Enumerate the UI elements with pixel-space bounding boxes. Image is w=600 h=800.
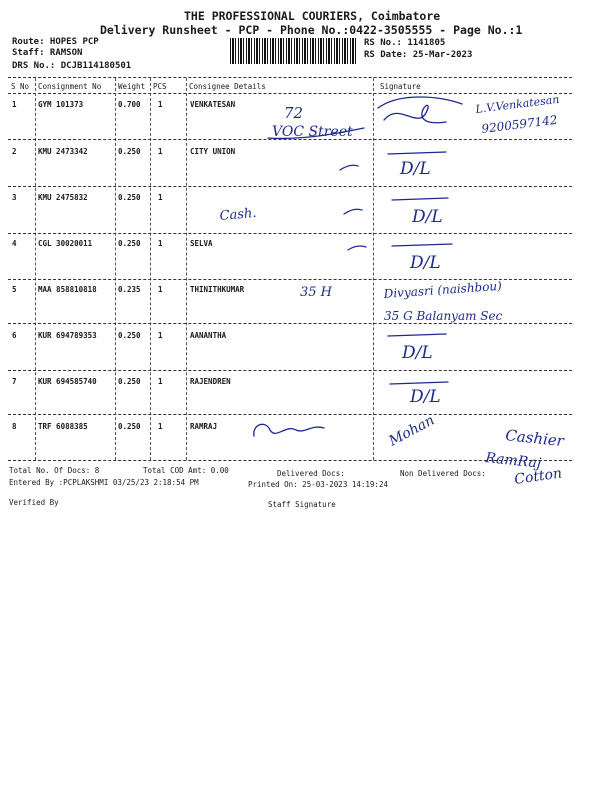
delivered-docs: Delivered Docs: [277,469,345,478]
row-5-consignment: MAA 858810818 [38,285,97,294]
r3-dl: D/L [412,207,443,227]
rs-number: RS No.: 1141805 [364,38,446,48]
col-divider [35,78,36,460]
row-6-weight: 0.250 [118,331,141,340]
r1-sign-phone: 9200597142 [480,112,559,136]
col-divider [373,78,374,460]
row-3-weight: 0.250 [118,193,141,202]
r1-note-number: 72 [284,104,304,122]
row-8-pcs: 1 [158,422,163,431]
r6-dl: D/L [402,343,433,363]
row-8-weight: 0.250 [118,422,141,431]
row-divider [8,414,572,415]
r5-sign-a: Divyasri (naishbou) [383,278,503,301]
row-1-sno: 1 [12,100,17,109]
row-6-consignment: KUR 694789353 [38,331,97,340]
r1-underline [268,128,364,138]
row-6-consignee: AANANTHA [190,331,227,340]
r1-note-street: VOC Street [272,124,353,140]
runsheet-subtitle: Delivery Runsheet - PCP - Phone No.:0422-3505555 - Page No.:1 [100,23,523,37]
r4-overline [392,244,452,246]
row-4-weight: 0.250 [118,239,141,248]
row-4-sno: 4 [12,239,17,248]
row-7-consignment: KUR 694585740 [38,377,97,386]
row-5-pcs: 1 [158,285,163,294]
col-sno: S No [11,82,30,91]
r4-dl: D/L [410,253,441,273]
r1-sign-name: L.V.Venkatesan [474,92,561,116]
row-8-consignee: RAMRAJ [190,422,218,431]
row-7-weight: 0.250 [118,377,141,386]
r3-tick [344,209,362,214]
r8-sign-c: RamRaj [484,450,542,472]
barcode [230,38,356,64]
non-delivered-docs: Non Delivered Docs: [400,469,486,478]
staff-label: Staff: RAMSON [12,48,83,58]
row-5-weight: 0.235 [118,285,141,294]
row-5-consignee: THINITHKUMAR [190,285,245,294]
r8-sign-b: Cashier [504,426,565,451]
row-divider [8,370,572,371]
row-divider [8,186,572,187]
row-divider [8,233,572,234]
row-6-sno: 6 [12,331,17,340]
route-label: Route: HOPES PCP [12,37,99,47]
r8-sign-a: Mohan [386,412,438,450]
row-4-consignment: CGL 30020011 [38,239,93,248]
r2-tick [340,165,358,170]
row-2-pcs: 1 [158,147,163,156]
r3-overline [392,198,448,200]
row-2-consignment: KMU 2473342 [38,147,88,156]
total-docs: Total No. Of Docs: 8 [9,466,100,475]
r2-overline [388,152,446,154]
row-divider [8,323,572,324]
row-1-weight: 0.700 [118,100,141,109]
total-cod: Total COD Amt: 0.00 [143,466,229,475]
row-1-consignment: GYM 101373 [38,100,84,109]
rs-date: RS Date: 25-Mar-2023 [364,50,473,60]
verified-by: Verified By [9,498,59,507]
entered-by: Entered By :PCPLAKSHMI 03/25/23 2:18:54 PM [9,478,199,487]
header-rule-top [8,77,572,78]
r1-struck-signature [378,97,462,123]
r4-tick [348,246,366,250]
company-title: THE PROFESSIONAL COURIERS, Coimbatore [184,9,441,23]
printed-on: Printed On: 25-03-2023 14:19:24 [248,480,388,489]
row-5-sno: 5 [12,285,17,294]
col-consignee: Consignee Details [189,82,266,91]
col-divider [115,78,116,460]
r5-note: 35 H [300,285,333,300]
row-3-consignment: KMU 2475832 [38,193,88,202]
row-divider [8,279,572,280]
col-consignment: Consignment No [38,82,102,91]
row-2-weight: 0.250 [118,147,141,156]
row-4-consignee: SELVA [190,239,213,248]
col-pcs: PCS [153,82,167,91]
r8-sign-d: Cotton [513,465,563,488]
staff-signature-label: Staff Signature [268,500,336,509]
r3-note: Cash. [219,205,258,224]
col-weight: Weight [118,82,146,91]
row-1-pcs: 1 [158,100,163,109]
r7-dl: D/L [410,387,441,407]
row-4-pcs: 1 [158,239,163,248]
row-1-consignee: VENKATESAN [190,100,236,109]
r6-overline [388,334,446,336]
row-7-sno: 7 [12,377,17,386]
drs-number: DRS No.: DCJB114180501 [12,61,132,71]
row-7-pcs: 1 [158,377,163,386]
row-3-sno: 3 [12,193,17,202]
r2-dl: D/L [400,159,431,179]
row-8-sno: 8 [12,422,17,431]
row-8-consignment: TRF 6088385 [38,422,88,431]
r7-overline [390,382,448,384]
row-6-pcs: 1 [158,331,163,340]
r8-squiggle [254,424,324,436]
row-7-consignee: RAJENDREN [190,377,231,386]
col-divider [186,78,187,460]
row-divider [8,139,572,140]
table-bottom-rule [8,460,572,461]
col-signature: Signature [380,82,421,91]
row-2-consignee: CITY UNION [190,147,236,156]
header-rule-bottom [8,93,572,94]
row-3-pcs: 1 [158,193,163,202]
r5-sign-b: 35 G Balanyam Sec [384,309,503,323]
col-divider [150,78,151,460]
row-2-sno: 2 [12,147,17,156]
